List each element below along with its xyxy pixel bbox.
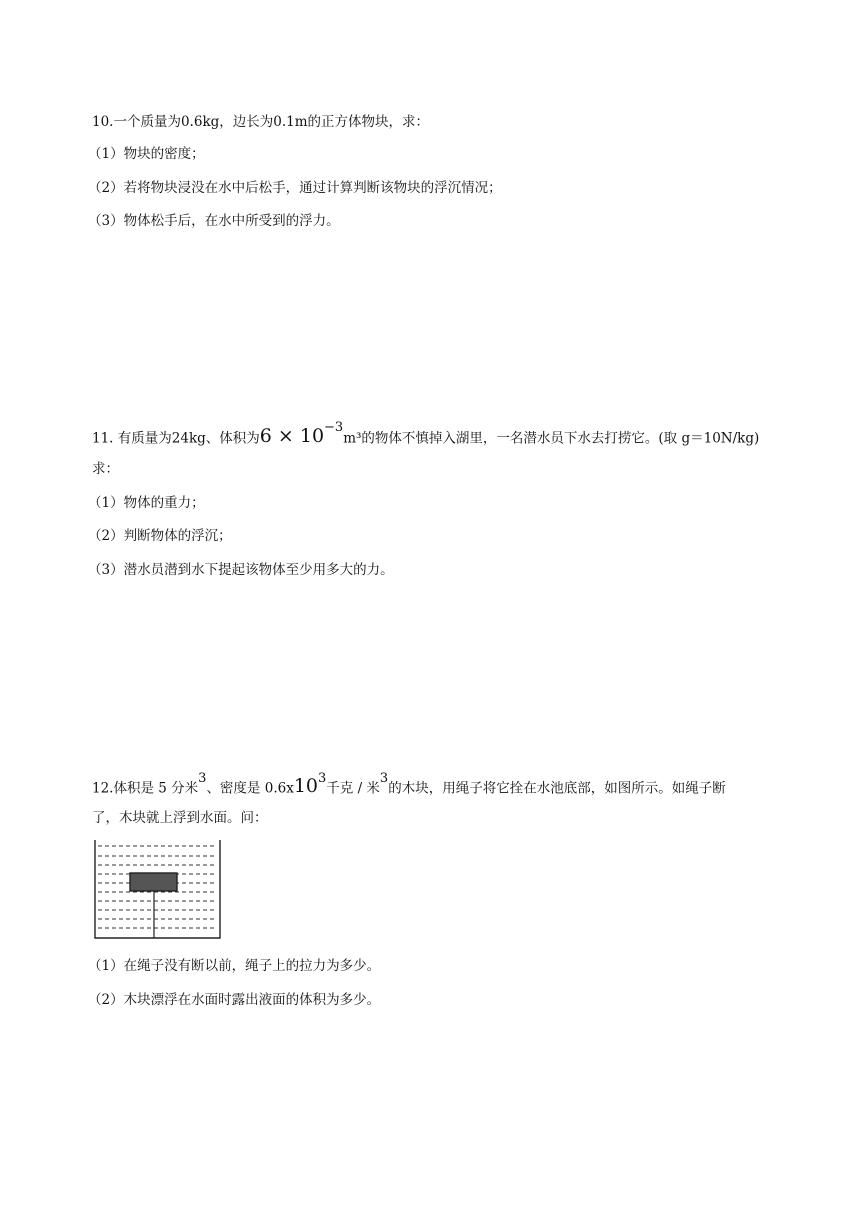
q11-part-2: （2）判断物体的浮沉；	[88, 528, 232, 544]
q11-stem-after: m³的物体不慎掉入湖里，一名潜水员下水去打捞它。(取 g＝10N/kg)	[343, 430, 760, 447]
q12-stem-cont: 了，木块就上浮到水面。问：	[92, 810, 268, 826]
q10-part-1: （1）物块的密度；	[88, 146, 205, 162]
q12-stem	[92, 772, 726, 798]
q11-stem-before: 11. 有质量为24kg、体积为	[92, 430, 260, 447]
q11-volume-math: $6 \times 10^{-3}$	[259, 420, 344, 448]
q12-part-1: （1）在绳子没有断以前，绳子上的拉力为多少。	[88, 958, 381, 974]
q12-part-2: （2）木块漂浮在水面时露出液面的体积为多少。	[88, 992, 381, 1008]
q11-stem	[92, 422, 759, 448]
q10-part-3: （3）物体松手后，在水中所受到的浮力。	[88, 213, 340, 229]
q10-stem: 10.一个质量为0.6kg，边长为0.1m的正方体物块，求：	[92, 114, 430, 130]
q12-stem-b: 、密度是 0.6x	[206, 780, 294, 797]
wood-block	[130, 873, 177, 891]
q12-stem-d: 的木块，用绳子将它拴在水池底部，如图所示。如绳子断	[388, 780, 726, 797]
q11-part-3: （3）潜水员潜到水下提起该物体至少用多大的力。	[88, 562, 394, 578]
q10-part-2: （2）若将物块浸没在水中后松手，通过计算判断该物块的浮沉情况；	[88, 180, 502, 196]
q11-stem-cont: 求：	[92, 461, 119, 477]
q12-exp-a: 3	[198, 771, 207, 786]
q12-exp-c: 3	[379, 771, 389, 786]
q12-power: $10^3$	[293, 771, 327, 798]
water-tank-figure	[92, 838, 226, 942]
q12-stem-a: 12.体积是 5 分米	[92, 780, 199, 797]
q11-part-1: （1）物体的重力；	[88, 495, 205, 511]
q12-stem-c: 千克 / 米	[326, 780, 380, 797]
